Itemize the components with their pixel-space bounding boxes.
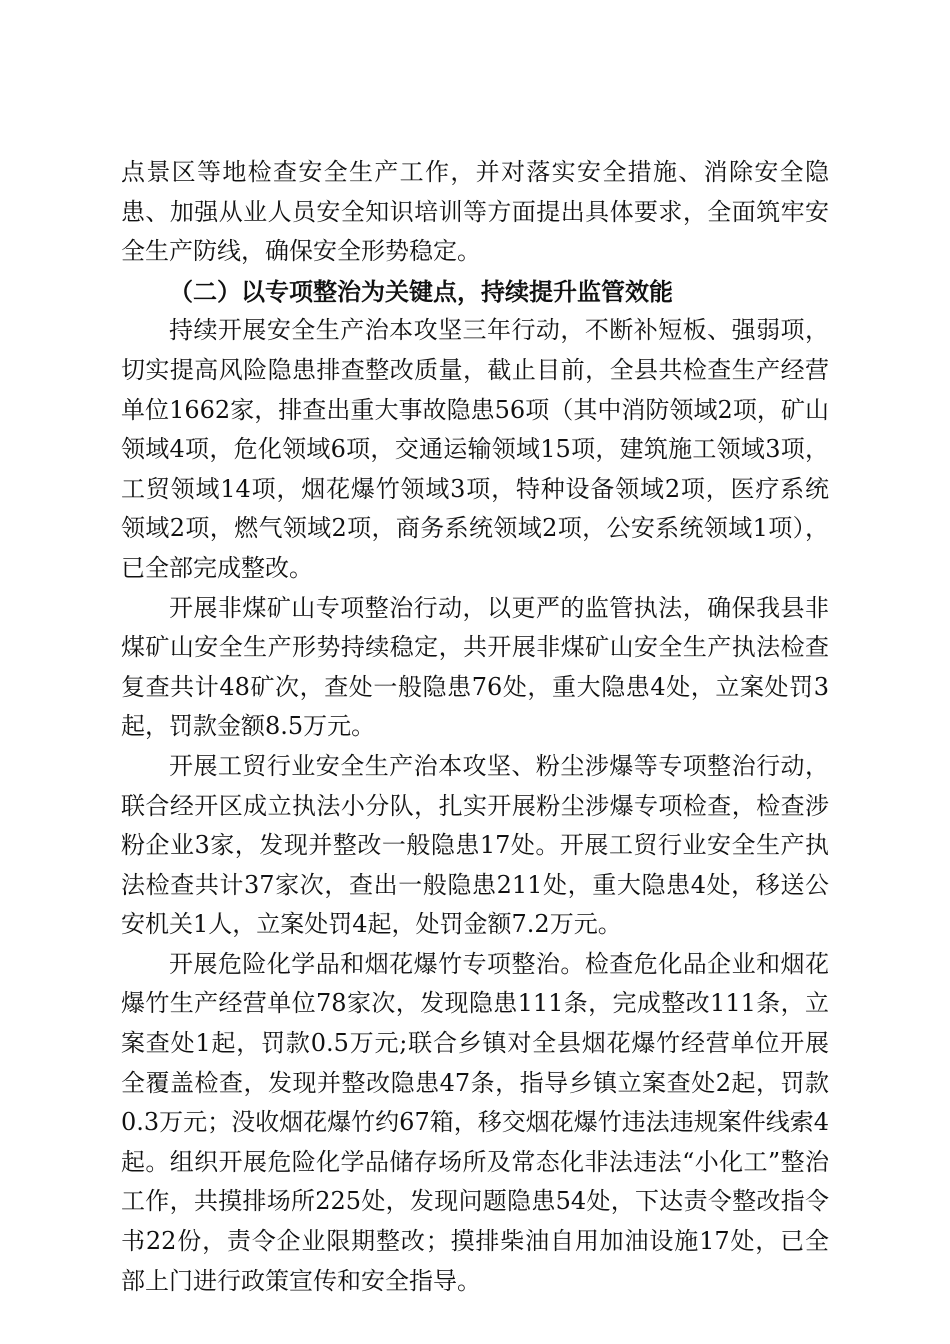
section-heading: （二）以专项整治为关键点，持续提升监管效能 [169,276,673,306]
paragraph-hazardous-chemicals: 开展危险化学品和烟花爆竹专项整治。检查危化品企业和烟花爆竹生产经营单位78家次，发现隐患111条，完成整改111条，立案查处1起，罚款0.5万元;联合乡镇对全县烟花爆竹经营单位开展全覆盖检查，发现并整改隐患47条，指导乡镇立案查处2起，罚款0.3万元；没收烟花爆竹约67箱，移交烟花爆竹违法违规案件线索4起。组织开展危险化学品储存场所及常态化非法违法“小化工”整治工作，共摸排场所225处，发现问题隐患54处，下达责令整改指令书22份，责令企业限期整改；摸排柴油自用加油设施17处，已全部上门进行政策宣传和安全指导。 [121,949,829,1295]
paragraph-non-coal-mines: 开展非煤矿山专项整治行动，以更严的监管执法，确保我县非煤矿山安全生产形势持续稳定，共开展非煤矿山安全生产执法检查复查共计48矿次，查处一般隐患76处，重大隐患4处，立案处罚3起，罚款金额8.5万元。 [121,593,829,741]
paragraph-industry-trade: 开展工贸行业安全生产治本攻坚、粉尘涉爆等专项整治行动，联合经开区成立执法小分队，扎实开展粉尘涉爆专项检查，检查涉粉企业3家，发现并整改一般隐患17处。开展工贸行业安全生产执法检查共计37家次，查出一般隐患211处，重大隐患4处，移送公安机关1人，立案处罚4起，处罚金额7.2万元。 [121,751,829,939]
paragraph-continuation: 点景区等地检查安全生产工作，并对落实安全措施、消除安全隐患、加强从业人员安全知识培训等方面提出具体要求，全面筑牢安全生产防线，确保安全形势稳定。 [121,158,829,266]
paragraph-hazard-inspection: 持续开展安全生产治本攻坚三年行动，不断补短板、强弱项，切实提高风险隐患排查整改质量，截止目前，全县共检查生产经营单位1662家，排查出重大事故隐患56项（其中消防领域2项，矿山领域4项，危化领域6项，交通运输领域15项，建筑施工领域3项，工贸领域14项，烟花爆竹领域3项，特种设备领域2项，医疗系统领域2项，燃气领域2项，商务系统领域2项，公安系统领域1项），已全部完成整改。 [121,316,829,582]
document-body [121,153,829,1301]
